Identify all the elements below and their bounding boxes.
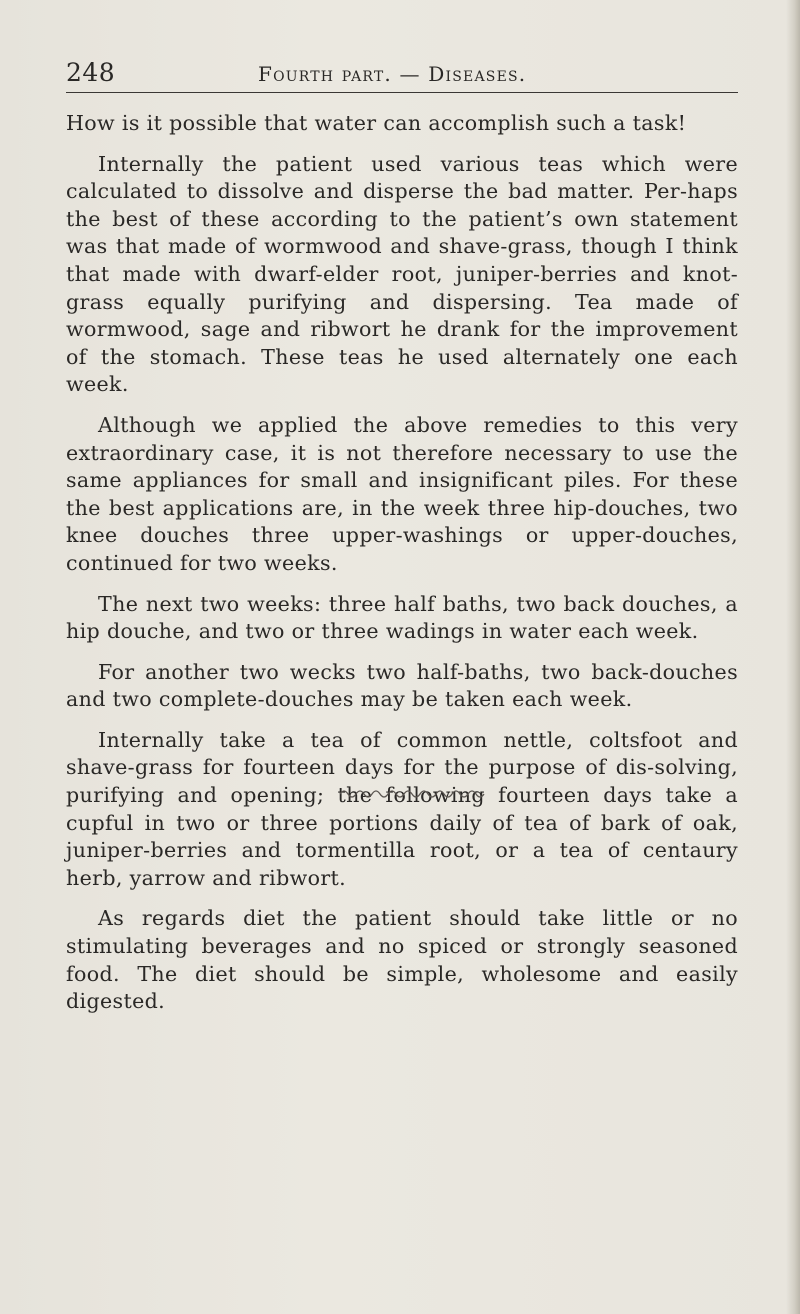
paragraph: As regards diet the patient should take little or no stimulating beverages and no spiced or strongly seasoned food. The diet should be simple, wholesome and easily digested.	[66, 906, 738, 1014]
paragraph: The next two weeks: three half baths, two back douches, a hip douche, and two or three wadings in water each week.	[66, 591, 738, 644]
wavy-line-ornament-icon	[338, 786, 486, 798]
body-text	[66, 110, 738, 1029]
page-number: 248	[66, 58, 116, 87]
paragraph: Internally the patient used various teas which were calculated to dissolve and disperse the bad matter. Per-haps the best of these according to the patient’s own statement was that made of wormwood and shave-grass, though I think that made with dwarf-elder root, juniper-berries and knot-grass equally purifying and dispersing. Tea made of wormwood, sage and ribwort he drank for the improvement of the stomach. These teas he used alternately one each week.	[66, 151, 738, 397]
running-head: Fourth part. — Diseases.	[258, 62, 527, 86]
paragraph: For another two wecks two half-baths, two back-douches and two complete-douches may be taken each week.	[66, 659, 738, 712]
paragraph: Internally take a tea of common nettle, coltsfoot and shave-grass for fourteen days for the purpose of dis-solving, purifying and opening; the following fourteen days take a cupful in two or three portions daily of tea of bark of oak, juniper-berries and tormentilla root, or a tea of centaury herb, yarrow and ribwort.	[66, 727, 738, 890]
page-edge-shadow	[786, 0, 800, 1314]
paragraph: How is it possible that water can accomplish such a task!	[66, 111, 687, 135]
paragraph: Although we applied the above remedies to this very extraordinary case, it is not therefore necessary to use the same appliances for small and insignificant piles. For these the best applications are, in the week three hip-douches, two knee douches three upper-washings or upper-douches, continued for two weeks.	[66, 412, 738, 575]
page-header	[66, 58, 738, 93]
